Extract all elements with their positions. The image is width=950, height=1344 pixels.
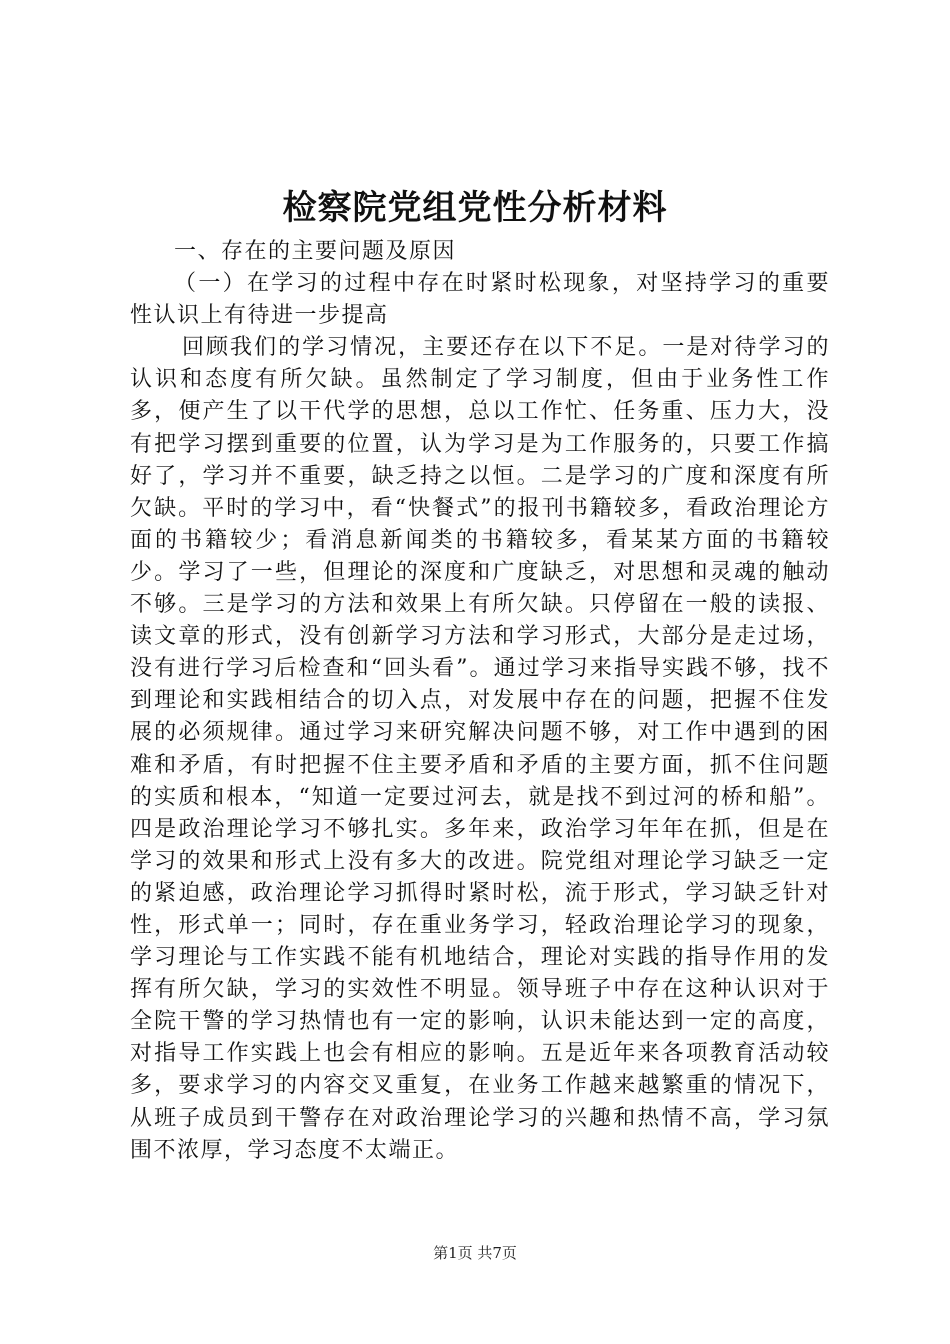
document-body bbox=[130, 236, 830, 1167]
body-paragraph: 回顾我们的学习情况，主要还存在以下不足。一是对待学习的认识和态度有所欠缺。虽然制定了学习制度，但由于业务性工作多，便产生了以干代学的思想，总以工作忙、任务重、压力大，没有把学习摆到重要的位置，认为学习是为工作服务的，只要工作搞好了，学习并不重要，缺乏持之以恒。二是学习的广度和深度有所欠缺。平时的学习中，看“快餐式”的报刊书籍较多，看政治理论方面的书籍较少；看消息新闻类的书籍较多，看某某方面的书籍较少。学习了一些，但理论的深度和广度缺乏，对思想和灵魂的触动不够。三是学习的方法和效果上有所欠缺。只停留在一般的读报、读文章的形式，没有创新学习方法和学习形式，大部分是走过场，没有进行学习后检查和“回头看”。通过学习来指导实践不够，找不到理论和实践相结合的切入点，对发展中存在的问题，把握不住发展的必须规律。通过学习来研究解决问题不够，对工作中遇到的困难和矛盾，有时把握不住主要矛盾和矛盾的主要方面，抓不住问题的实质和根本，“知道一定要过河去，就是找不到过河的桥和船”。四是政治理论学习不够扎实。多年来，政治学习年年在抓，但是在学习的效果和形式上没有多大的改进。院党组对理论学习缺乏一定的紧迫感，政治理论学习抓得时紧时松，流于形式，学习缺乏针对性，形式单一；同时，存在重业务学习，轻政治理论学习的现象，学习理论与工作实践不能有机地结合，理论对实践的指导作用的发挥有所欠缺，学习的实效性不明显。领导班子中存在这种认识对于全院干警的学习热情也有一定的影响，认识未能达到一定的高度，对指导工作实践上也会有相应的影响。五是近年来各项教育活动较多，要求学习的内容交叉重复，在业务工作越来越繁重的情况下，从班子成员到干警存在对政治理论学习的兴趣和热情不高，学习氛围不浓厚，学习态度不太端正。 bbox=[130, 335, 830, 1163]
page-number-footer: 第1页 共7页 bbox=[433, 1244, 517, 1262]
document-title: 检察院党组党性分析材料 bbox=[282, 188, 668, 228]
section-heading: 一、存在的主要问题及原因 bbox=[174, 239, 457, 264]
subsection-heading: （一）在学习的过程中存在时紧时松现象，对坚持学习的重要性认识上有待进一步提高 bbox=[130, 271, 830, 329]
